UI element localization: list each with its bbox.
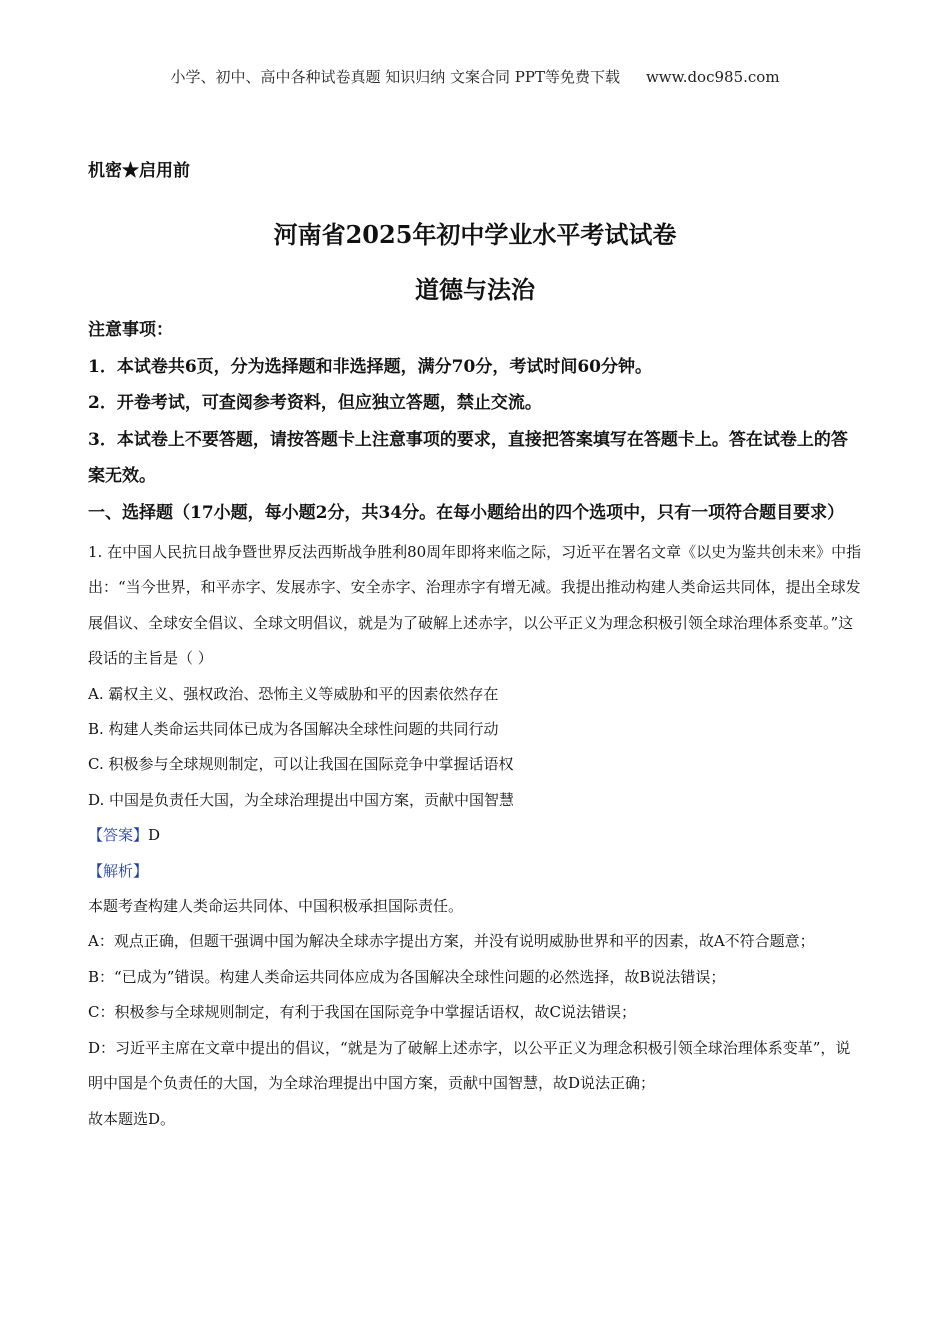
option-a: A. 霸权主义、强权政治、恐怖主义等威胁和平的因素依然存在 [88,684,499,703]
analysis-text: 本题考查构建人类命运共同体、中国积极承担国际责任。 [88,897,464,916]
section-heading: 一、选择题（17小题，每小题2分，共34分。在每小题给出的四个选项中，只有一项符合题目要求） [88,502,845,523]
notice-heading: 注意事项： [88,320,173,340]
notice-item: 1．本试卷共6页，分为选择题和非选择题，满分70分，考试时间60分钟。 [88,356,652,377]
answer-tag: 【答案】 [88,826,149,845]
option-d: D. 中国是负责任大国，为全球治理提出中国方案，贡献中国智慧 [88,790,515,809]
option-b: B. 构建人类命运共同体已成为各国解决全球性问题的共同行动 [88,720,499,739]
header-site-link[interactable]: www.doc985.com [645,68,780,86]
analysis-text: 故本题选D。 [88,1109,176,1128]
analysis-text: A：观点正确，但题干强调中国为解决全球赤字提出方案，并没有说明威胁世界和平的因素，故A不符合题意； [88,932,815,951]
answer-value: D [148,826,161,845]
question-stem: 1. 在中国人民抗日战争暨世界反法西斯战争胜利80周年即将来临之际，习近平在署名文章《以史为鉴共创未来》中指出：“当今世界，和平赤字、发展赤字、安全赤字、治理赤字有增无减。我提出推动构建人类命运共同体，提出全球发展倡议、全球安全倡议、全球文明倡议，就是为了破解上述赤字，以公平正义为理念积极引领全球治理体系变革。”这段话的主旨是（ ） [88,543,862,668]
header-text: 小学、初中、高中各种试卷真题 知识归纳 文案合同 PPT等免费下载 [170,68,620,86]
page-header [0,66,950,87]
question-1 [88,535,864,1137]
notice-section [88,312,864,531]
notice-item: 2．开卷考试，可查阅参考资料，但应独立答题，禁止交流。 [88,393,542,413]
exam-subject: 道德与法治 [415,275,535,304]
exam-title: 河南省2025年初中学业水平考试试卷 [273,220,677,249]
analysis-text: D：习近平主席在文章中提出的倡议，“就是为了破解上述赤字，以公平正义为理念积极引领全球治理体系变革”，说明中国是个负责任的大国，为全球治理提出中国方案，贡献中国智慧，故D说法正确； [88,1038,851,1093]
analysis-text: C：积极参与全球规则制定，有利于我国在国际竞争中掌握话语权，故C说法错误； [88,1003,636,1022]
option-c: C. 积极参与全球规则制定，可以让我国在国际竞争中掌握话语权 [88,755,514,774]
exam-content [88,312,864,1137]
analysis-text: B：“已成为”错误。构建人类命运共同体应成为各国解决全球性问题的必然选择，故B说法错误； [88,967,726,986]
analysis-tag: 【解析】 [88,861,149,880]
notice-item: 3．本试卷上不要答题，请按答题卡上注意事项的要求，直接把答案填写在答题卡上。答在试卷上的答案无效。 [88,429,848,486]
analysis-line [88,854,864,889]
answer-line [88,818,864,853]
confidential-mark: 机密★启用前 [88,161,190,181]
